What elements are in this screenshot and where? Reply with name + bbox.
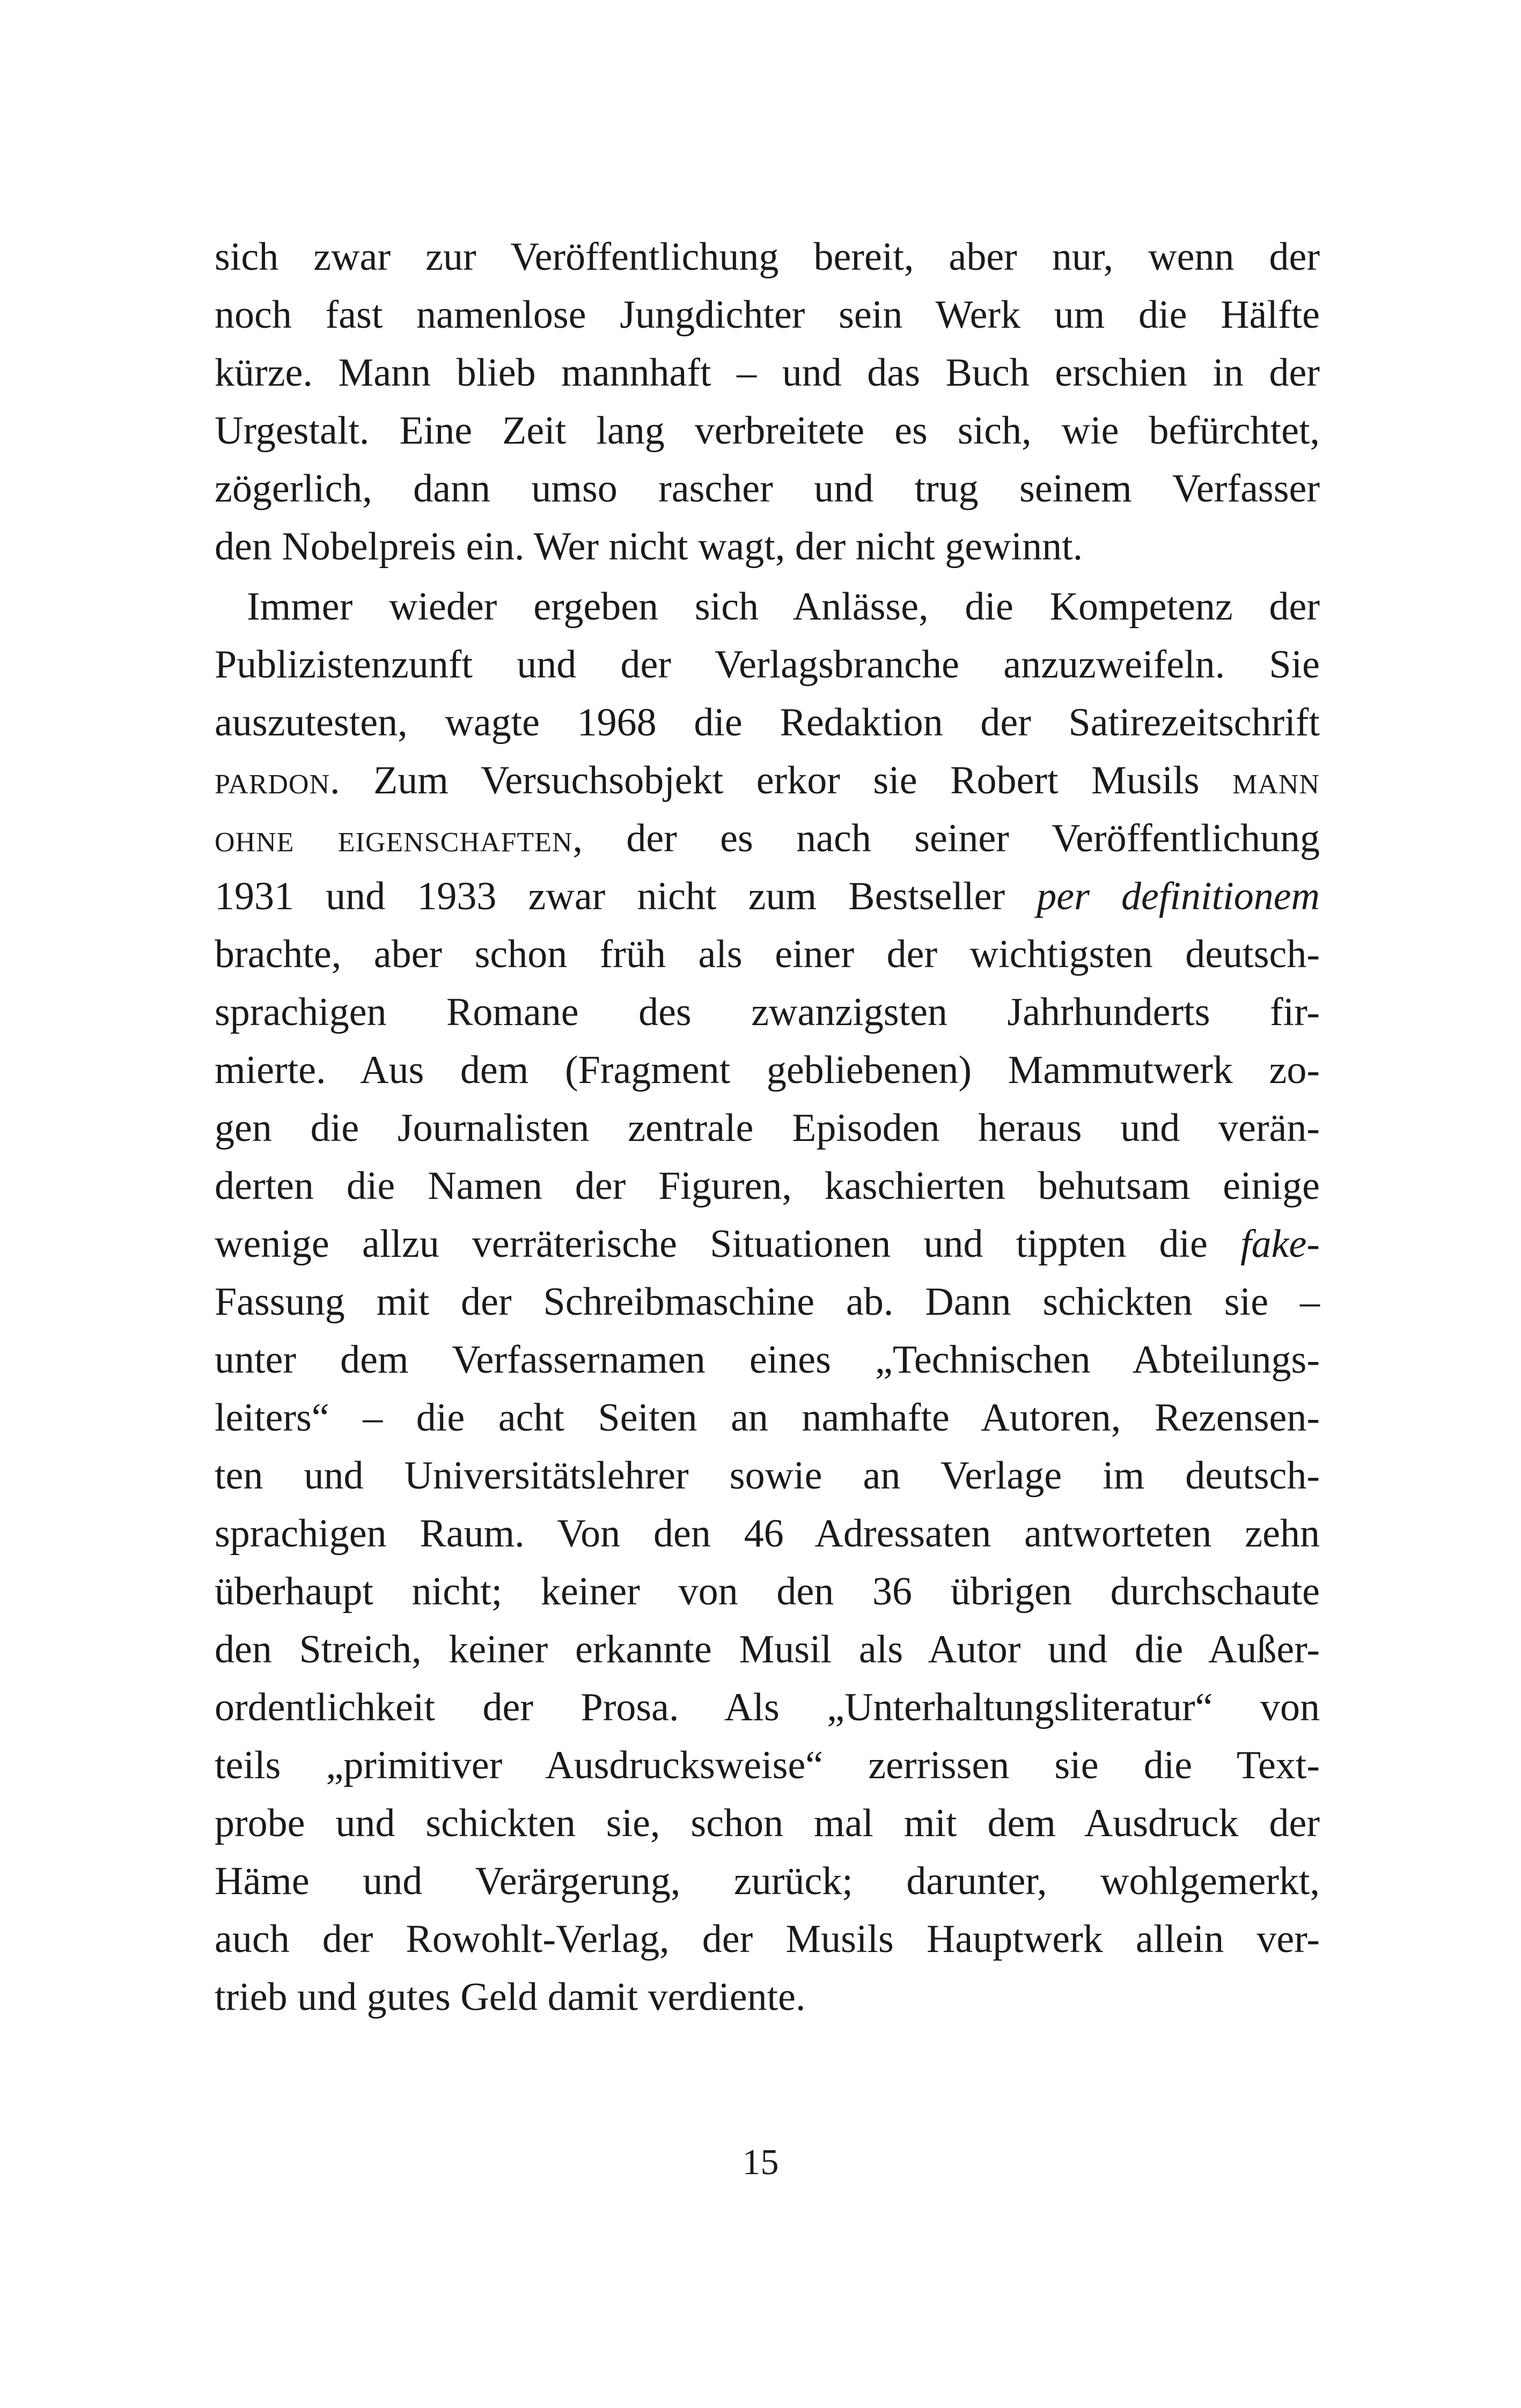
text-line: Immer wieder ergeben sich Anlässe, die Kompetenz der: [247, 585, 1320, 629]
text-line: sich zwar zur Veröffentlichung bereit, aber nur, wenn der: [215, 235, 1320, 279]
text-line: auszutesten, wagte 1968 die Redaktion der Satirezeitschrift: [215, 701, 1320, 745]
text-line: ten und Universitätslehrer sowie an Verlage im deutsch-: [215, 1454, 1320, 1498]
book-title-part: ohne eigenschaften,: [215, 816, 583, 860]
text-line: noch fast namenlose Jungdichter sein Werk um die Hälfte: [215, 293, 1320, 337]
text-line: auch der Rowohlt-Verlag, der Musils Hauptwerk allein ver-: [215, 1917, 1320, 1961]
text-line: überhaupt nicht; keiner von den 36 übrigen durchschaute: [215, 1570, 1320, 1614]
text-line: brachte, aber schon früh als einer der wichtigsten deutsch-: [215, 932, 1320, 976]
text-line: den Nobelpreis ein. Wer nicht wagt, der nicht gewinnt.: [215, 525, 1083, 569]
text-line: sprachigen Raum. Von den 46 Adressaten antworteten zehn: [215, 1512, 1320, 1556]
book-title-part: mann: [1232, 759, 1320, 802]
text-line: den Streich, keiner erkannte Musil als Autor und die Außer-: [215, 1628, 1320, 1671]
text-line: [215, 1215, 1320, 1273]
text-line: mierte. Aus dem (Fragment gebliebenen) Mammutwerk zo-: [215, 1048, 1320, 1092]
text-line: Fassung mit der Schreibmaschine ab. Dann schickten sie –: [215, 1280, 1320, 1324]
text-line: kürze. Mann blieb mannhaft – und das Buch erschien in der: [215, 351, 1320, 395]
text-line: gen die Journalisten zentrale Episoden heraus und verän-: [215, 1106, 1320, 1150]
text-line: teils „primitiver Ausdrucksweise“ zerrissen sie die Text-: [215, 1743, 1320, 1787]
text-line: [215, 867, 1320, 925]
italic-phrase: per definitionem: [1037, 874, 1320, 918]
magazine-title: pardon.: [215, 759, 341, 802]
body-text: [215, 228, 1320, 2026]
text-line: derten die Namen der Figuren, kaschierten behutsam einige: [215, 1164, 1320, 1208]
text-line: Urgestalt. Eine Zeit lang verbreitete es sich, wie befürchtet,: [215, 409, 1320, 453]
text-line: trieb und gutes Geld damit verdiente.: [215, 1975, 806, 2019]
text-fragment: Zum Versuchsobjekt erkor sie Robert Musils: [340, 759, 1233, 802]
text-line: [215, 752, 1320, 809]
text-fragment: der es nach seiner Veröffentlichung: [583, 816, 1320, 860]
text-line: [215, 809, 1320, 867]
text-fragment: wenige allzu verräterische Situationen und tippten die: [215, 1222, 1241, 1266]
text-line: Publizistenzunft und der Verlagsbranche anzuzweifeln. Sie: [215, 643, 1320, 687]
text-line: probe und schickten sie, schon mal mit dem Ausdruck der: [215, 1801, 1320, 1845]
text-line: ordentlichkeit der Prosa. Als „Unterhaltungsliteratur“ von: [215, 1685, 1320, 1729]
text-line: Häme und Verärgerung, zurück; darunter, wohlgemerkt,: [215, 1859, 1320, 1903]
text-line: leiters“ – die acht Seiten an namhafte Autoren, Rezensen-: [215, 1396, 1320, 1440]
italic-phrase: fake-: [1240, 1222, 1320, 1266]
text-fragment: 1931 und 1933 zwar nicht zum Bestseller: [215, 874, 1037, 918]
text-line: unter dem Verfassernamen eines „Technischen Abteilungs-: [215, 1338, 1320, 1382]
text-line: sprachigen Romane des zwanzigsten Jahrhunderts fir-: [215, 990, 1320, 1034]
text-line: zögerlich, dann umso rascher und trug seinem Verfasser: [215, 467, 1320, 511]
page-number: 15: [742, 2141, 779, 2182]
